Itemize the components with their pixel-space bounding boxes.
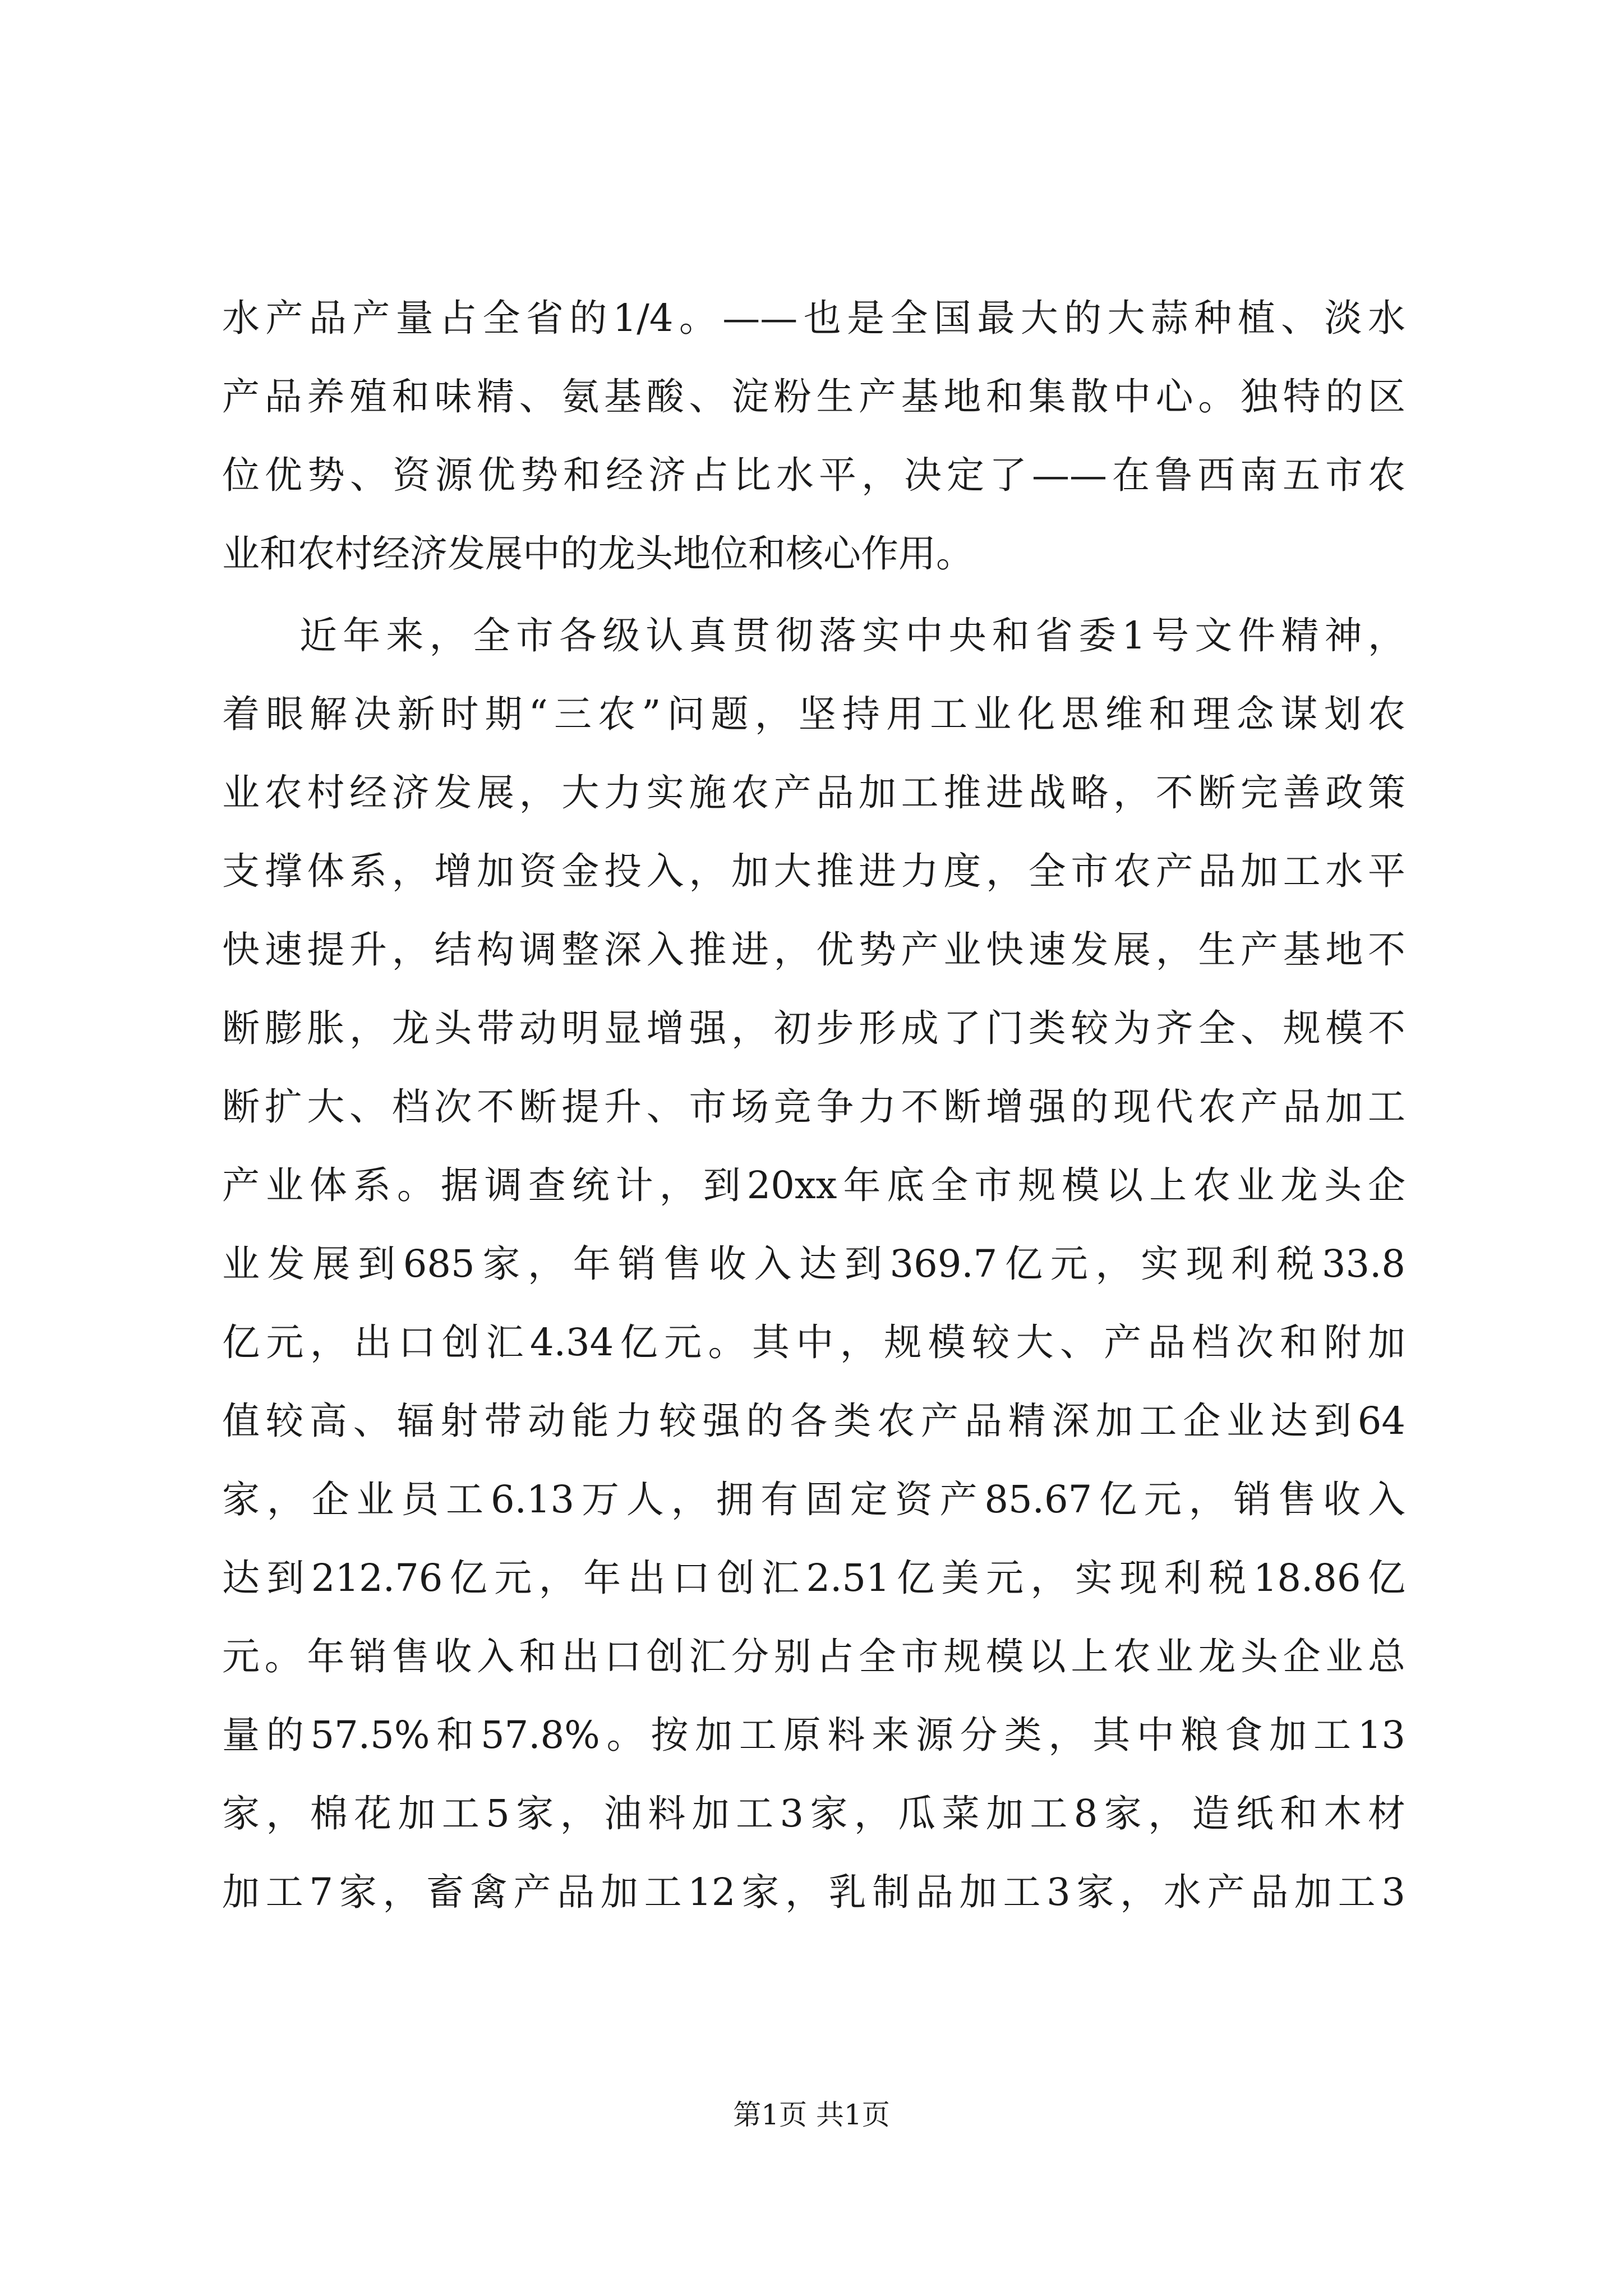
text-line: 支撑体系，增加资金投入，加大推进力度，全市农产品加工水平	[222, 849, 1405, 893]
text-line: 家，棉花加工5家，油料加工3家，瓜菜加工8家，造纸和木材	[222, 1792, 1405, 1835]
text-line: 量的57.5%和57.8%。按加工原料来源分类，其中粮食加工13	[222, 1713, 1405, 1757]
text-line: 产品养殖和味精、氨基酸、淀粉生产基地和集散中心。独特的区	[222, 375, 1405, 418]
text-line: 加工7家，畜禽产品加工12家，乳制品加工3家，水产品加工3	[222, 1870, 1405, 1914]
text-line: 业和农村经济发展中的龙头地位和核心作用。	[222, 532, 974, 576]
text-line: 业农村经济发展，大力实施农产品加工推进战略，不断完善政策	[222, 771, 1405, 815]
text-line: 断扩大、档次不断提升、市场竞争力不断增强的现代农产品加工	[222, 1085, 1405, 1129]
text-line: 快速提升，结构调整深入推进，优势产业快速发展，生产基地不	[222, 928, 1405, 972]
text-line: 元。年销售收入和出口创汇分别占全市规模以上农业龙头企业总	[222, 1635, 1405, 1678]
text-line: 值较高、辐射带动能力较强的各类农产品精深加工企业达到64	[222, 1399, 1405, 1443]
text-line: 产业体系。据调查统计，到20xx年底全市规模以上农业龙头企	[222, 1163, 1405, 1207]
text-line: 家，企业员工6.13万人，拥有固定资产85.67亿元，销售收入	[222, 1478, 1405, 1521]
text-line: 亿元，出口创汇4.34亿元。其中，规模较大、产品档次和附加	[222, 1320, 1405, 1364]
paragraph-first-line: 近年来，全市各级认真贯彻落实中央和省委1号文件精神，	[299, 614, 1405, 657]
text-line: 水产品产量占全省的1/4。——也是全国最大的大蒜种植、淡水	[222, 296, 1405, 340]
text-line: 断膨胀，龙头带动明显增强，初步形成了门类较为齐全、规模不	[222, 1006, 1405, 1050]
text-line: 着眼解决新时期“三农”问题，坚持用工业化思维和理念谋划农	[222, 692, 1405, 736]
page-number-footer: 第1页 共1页	[733, 2099, 890, 2131]
text-line: 业发展到685家，年销售收入达到369.7亿元，实现利税33.8	[222, 1242, 1405, 1286]
text-line: 位优势、资源优势和经济占比水平，决定了——在鲁西南五市农	[222, 453, 1405, 497]
text-line: 达到212.76亿元，年出口创汇2.51亿美元，实现利税18.86亿	[222, 1556, 1405, 1600]
